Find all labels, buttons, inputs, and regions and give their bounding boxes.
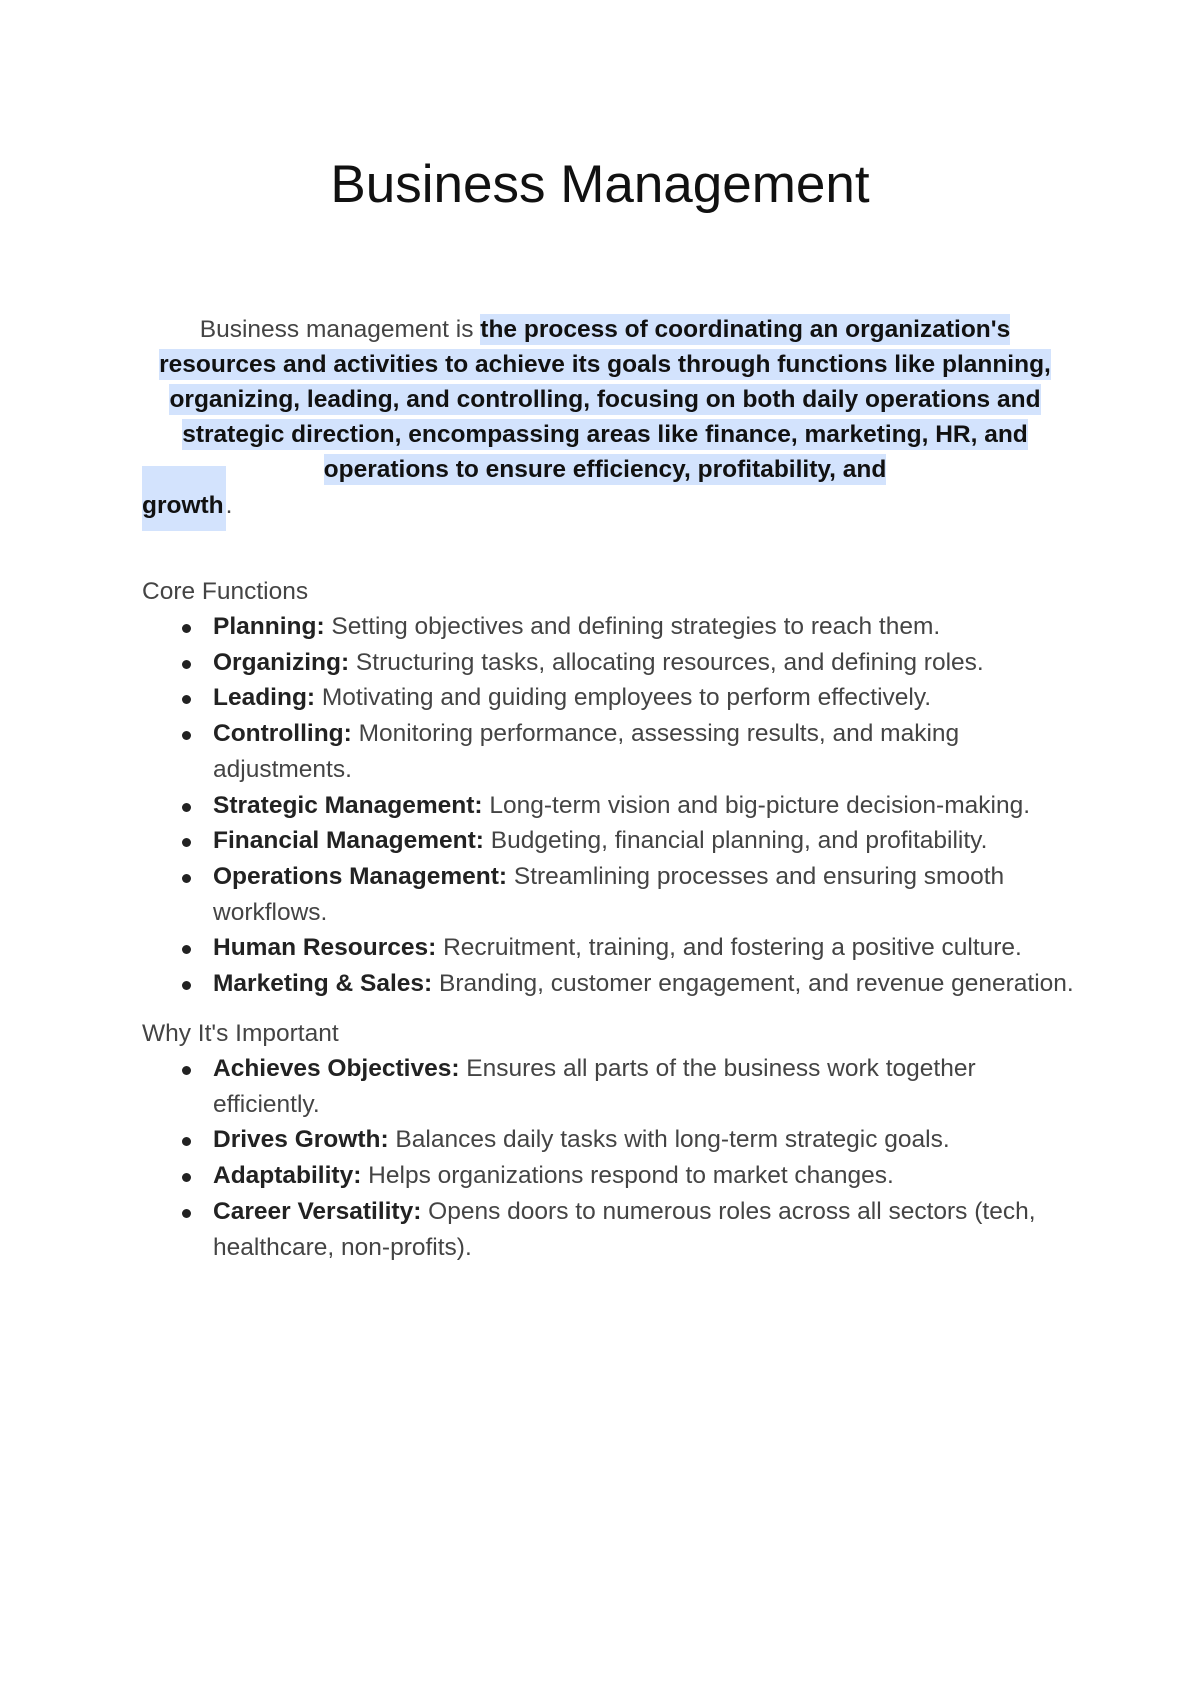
item-term: Marketing & Sales: <box>213 970 433 998</box>
item-term: Leading: <box>213 684 316 712</box>
item-description: Streamlining processes and ensuring smooth workflows. <box>213 862 1005 926</box>
list-item <box>142 1194 1082 1265</box>
item-term: Human Resources: <box>213 934 437 962</box>
list-item <box>142 1122 1082 1158</box>
item-term: Operations Management: <box>213 862 508 890</box>
item-description: Ensures all parts of the business work together efficiently. <box>213 1055 976 1118</box>
item-description: Monitoring performance, assessing results, and making adjustments. <box>213 720 960 783</box>
why-important-heading: Why It's Important <box>142 1020 339 1047</box>
bullet-icon <box>182 660 191 669</box>
bullet-icon <box>182 874 191 883</box>
document-title: Business Management <box>330 155 870 214</box>
list-item <box>142 716 1082 787</box>
why-important-section <box>142 1016 1082 1265</box>
list-item <box>142 788 1082 824</box>
intro-paragraph <box>140 312 1070 487</box>
item-description: Balances daily tasks with long-term strategic goals. <box>388 1126 950 1154</box>
list-item <box>142 1051 1082 1122</box>
bullet-icon <box>182 731 191 740</box>
item-term: Career Versatility: <box>213 1197 422 1225</box>
item-term: Strategic Management: <box>213 791 483 819</box>
item-term: Adaptability: <box>213 1162 362 1190</box>
item-term: Achieves Objectives: <box>213 1055 460 1082</box>
item-description: Budgeting, financial planning, and profitability. <box>483 827 988 855</box>
item-description: Long-term vision and big-picture decision-making. <box>482 791 1030 819</box>
item-description: Motivating and guiding employees to perform effectively. <box>315 684 932 712</box>
bullet-icon <box>182 1173 191 1182</box>
item-term: Drives Growth: <box>213 1126 389 1154</box>
core-functions-list <box>142 609 1082 1002</box>
core-functions-heading: Core Functions <box>142 578 309 605</box>
bullet-icon <box>182 1209 191 1218</box>
list-item <box>142 966 1082 1002</box>
intro-lead: Business management is <box>199 316 481 343</box>
list-item <box>142 859 1082 930</box>
list-item <box>142 930 1082 966</box>
list-item <box>142 645 1082 681</box>
item-term: Organizing: <box>213 648 350 676</box>
item-description: Recruitment, training, and fostering a positive culture. <box>436 934 1022 962</box>
bullet-icon <box>182 1066 191 1075</box>
bullet-icon <box>182 945 191 954</box>
bullet-icon <box>182 624 191 633</box>
list-item <box>142 680 1082 716</box>
item-term: Financial Management: <box>213 827 484 855</box>
bullet-icon <box>182 695 191 704</box>
item-term: Controlling: <box>213 720 352 748</box>
bullet-icon <box>182 838 191 847</box>
list-item <box>142 823 1082 859</box>
bullet-icon <box>182 981 191 990</box>
list-item <box>142 1158 1082 1194</box>
item-term: Planning: <box>213 613 325 640</box>
item-description: Setting objectives and defining strategies to reach them. <box>324 613 941 640</box>
intro-end-punctuation: . <box>225 492 233 519</box>
item-description: Helps organizations respond to market changes. <box>361 1162 894 1190</box>
intro-highlighted-text: the process of coordinating an organization's resources and activities to achieve its goals through functions like planning, organizing, leading, and controlling, focusing on both daily operations and strategic direction, encompassing areas like finance, marketing, HR, and operations to ensure efficiency, profitability, and <box>159 316 1051 483</box>
intro-paragraph-end <box>142 466 232 531</box>
item-description: Structuring tasks, allocating resources, and defining roles. <box>349 648 984 676</box>
bullet-icon <box>182 803 191 812</box>
bullet-icon <box>182 1137 191 1146</box>
item-description: Opens doors to numerous roles across all sectors (tech, healthcare, non-profits). <box>213 1197 1036 1261</box>
why-important-list <box>142 1051 1082 1265</box>
intro-highlighted-end: growth <box>142 466 226 531</box>
list-item <box>142 609 1082 645</box>
item-description: Branding, customer engagement, and revenue generation. <box>432 970 1074 998</box>
core-functions-section <box>142 574 1082 1002</box>
